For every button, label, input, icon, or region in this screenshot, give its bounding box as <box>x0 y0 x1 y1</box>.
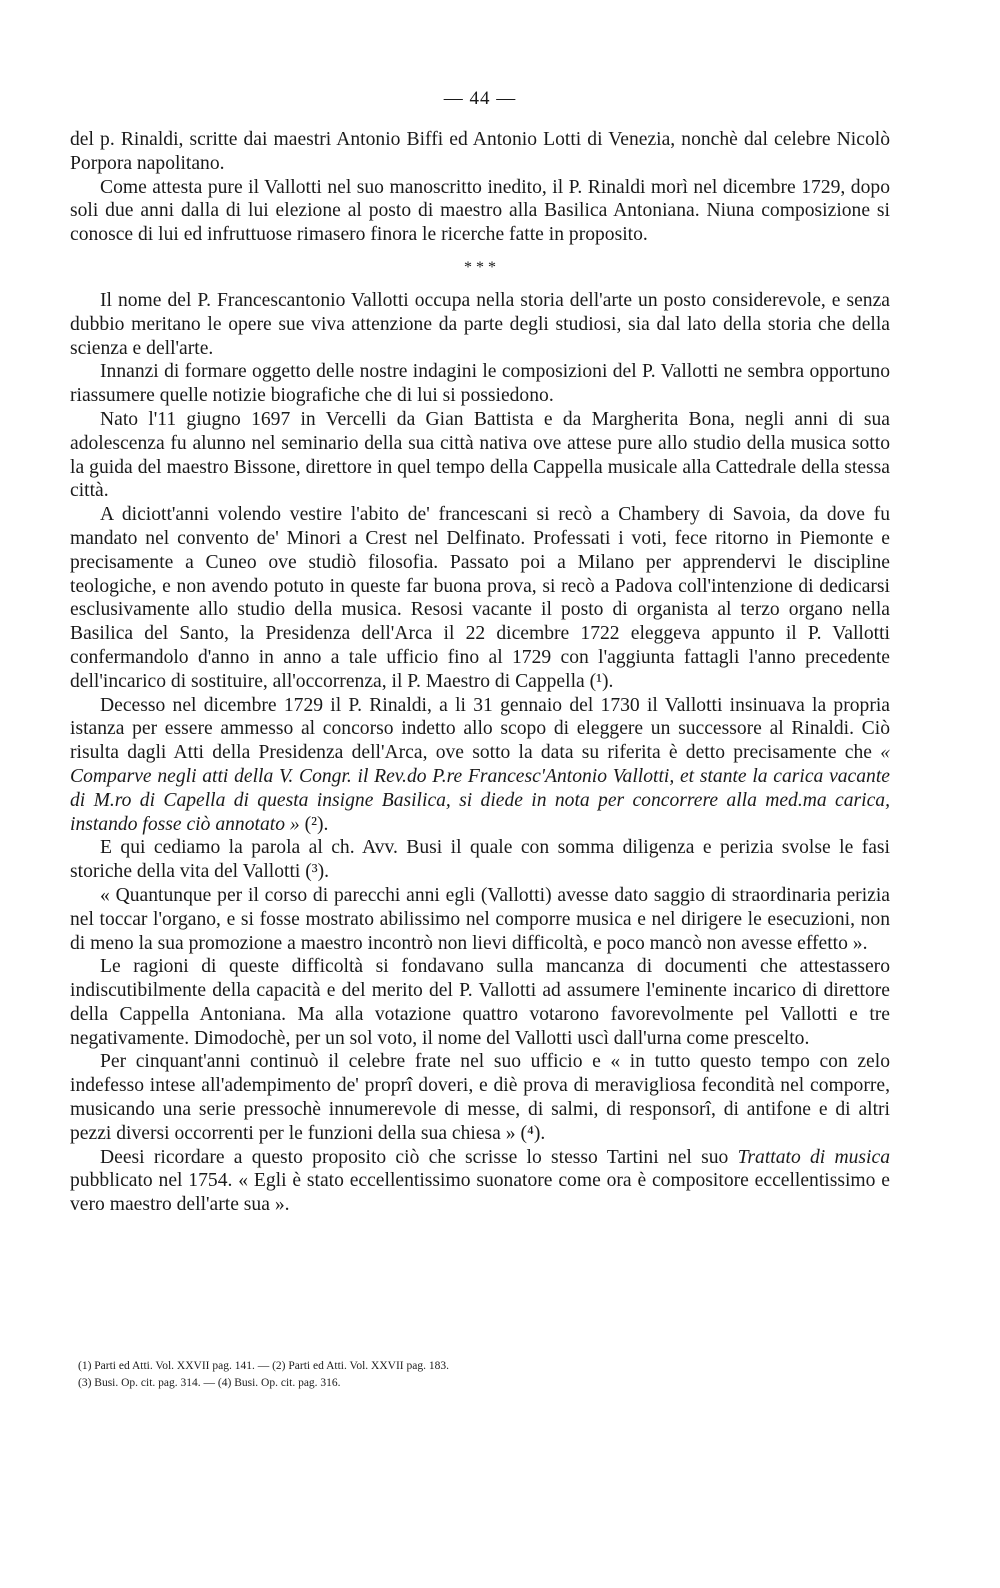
body-text <box>70 128 890 1217</box>
section-asterism <box>70 258 890 276</box>
paragraph-9: « Quantunque per il corso di parecchi anni egli (Vallotti) avesse dato saggio di straordinaria perizia nel toccar l'organo, e si fosse mostrato abilissimo nel comporre musica e nel dirigere le esecuzioni, non di meno la sua promozione a maestro incontrò non lievi difficoltà, e poco mancò non avesse effetto ». <box>70 884 890 954</box>
paragraph-6: A diciott'anni volendo vestire l'abito de' francescani si recò a Chambery di Savoia, da dove fu mandato nel convento de' Minori a Crest nel Delfinato. Professati i voti, fece ritorno in Piemonte e precisamente a Cuneo ove studiò filosofia. Passato poi a Milano per apprendervi le discipline teologiche, e non avendo potuto in queste far buona prova, si recò a Padova coll'intenzione di dedicarsi esclusivamente allo studio della musica. Resosi vacante il posto di organista al terzo organo nella Basilica del Santo, la Presidenza dell'Arca il 22 dicembre 1722 eleggeva appunto il P. Vallotti confermandolo d'anno in anno a tale ufficio fino al 1729 con l'aggiunta fattagli l'anno precedente dell'incarico di sostituire, all'occorrenza, il P. Maestro di Cappella (¹). <box>70 504 890 692</box>
footnote-line: (3) Busi. Op. cit. pag. 314. — (4) Busi. Op. cit. pag. 316. <box>78 1377 341 1389</box>
quoted-record: « Comparve negli atti della V. Congr. il Rev.do P.re Francesc'Antonio Vallotti, et stante la carica vacante di M.ro di Capella di questa insigne Basilica, si diede in nota per concorrere alla med.ma carica, instando fosse ciò annotato » <box>70 742 890 835</box>
book-title: Trattato di musica <box>737 1146 890 1168</box>
footnotes <box>78 1358 678 1392</box>
paragraph-1: del p. Rinaldi, scritte dai maestri Antonio Biffi ed Antonio Lotti di Venezia, nonchè dal celebre Nicolò Porpora napolitano. <box>70 129 890 174</box>
paragraph-3: Il nome del P. Francescantonio Vallotti occupa nella storia dell'arte un posto considerevole, e senza dubbio meritano le opere sue viva attenzione da parte degli studiosi, sia dal lato della storia che della scienza e dell'arte. <box>70 289 890 359</box>
paragraph-10: Le ragioni di queste difficoltà si fondavano sulla mancanza di documenti che attestassero indiscutibilmente della capacità e del merito del P. Vallotti ad assumere l'eminente incarico di direttore della Cappella Antoniana. Ma alla votazione quattro votarono favorevolmente pel Vallotti e tre negativamente. Dimodochè, per un sol voto, il nome del Vallotti uscì dall'urna come prescelto. <box>70 956 890 1049</box>
paragraph-11: Per cinquant'anni continuò il celebre frate nel suo ufficio e « in tutto questo tempo con zelo indefesso intese all'adempimento de' proprî doveri, e diè prova di meravigliosa fecondità nel comporre, musicando una serie pressochè innumerevole di messe, di salmi, di responsorî, di antifone e di altri pezzi diversi occorrenti per le funzioni della sua chiesa » (⁴). <box>70 1051 890 1144</box>
footnote-ref-2: (²). <box>304 813 329 835</box>
paragraph-12-end: pubblicato nel 1754. « Egli è stato eccellentissimo suonatore come ora è compositore eccellentissimo e vero maestro dell'arte sua ». <box>70 1170 890 1216</box>
paragraph-5: Nato l'11 giugno 1697 in Vercelli da Gian Battista e da Margherita Bona, negli anni di sua adolescenza fu alunno nel seminario della sua città nativa ove attese pure allo studio della musica sotto la guida del maestro Bissone, direttore in quel tempo della Cappella musicale alla Cattedrale della stessa città. <box>70 408 890 502</box>
paragraph-2: Come attesta pure il Vallotti nel suo manoscritto inedito, il P. Rinaldi morì nel dicembre 1729, dopo soli due anni dalla di lui elezione al posto di maestro alla Basilica Antoniana. Niuna composizione si conosce di lui ed infruttuose rimasero finora le ricerche fatte in proposito. <box>70 176 890 246</box>
asterism-text: * * * <box>464 258 496 276</box>
paragraph-12-text: Deesi ricordare a questo proposito ciò che scrisse lo stesso Tartini nel suo <box>100 1146 729 1168</box>
paragraph-12 <box>70 1146 890 1217</box>
paragraph-7-text: Decesso nel dicembre 1729 il P. Rinaldi, a li 31 gennaio del 1730 il Vallotti insinuava la propria istanza per essere ammesso al concorso indetto allo scopo di eleggere un successore al Rinaldi. Ciò risulta dagli Atti della Presidenza dell'Arca, ove sotto la data su riferita è detto precisamente che <box>70 694 890 764</box>
page-number: — 44 — <box>443 88 517 109</box>
paragraph-7 <box>70 694 890 837</box>
paragraph-4: Innanzi di formare oggetto delle nostre indagini le composizioni del P. Vallotti ne sembra opportuno riassumere quelle notizie biografiche che di lui si possiedono. <box>70 361 890 407</box>
paragraph-8: E qui cediamo la parola al ch. Avv. Busi il quale con somma diligenza e perizia svolse le fasi storiche della vita del Vallotti (³). <box>70 837 890 883</box>
footnote-line: (1) Parti ed Atti. Vol. XXVII pag. 141. — (2) Parti ed Atti. Vol. XXVII pag. 183. <box>78 1360 449 1372</box>
